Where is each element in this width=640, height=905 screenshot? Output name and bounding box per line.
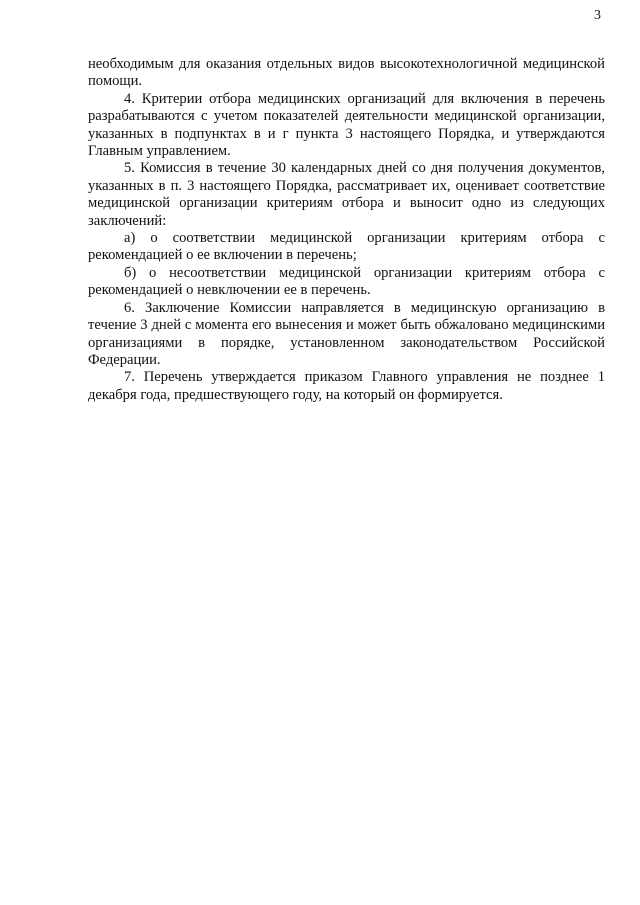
document-body — [88, 56, 605, 404]
paragraph-item-4: 4. Критерии отбора медицинских организаций для включения в перечень разрабатываются с учетом показателей деятельности медицинской организации, указанных в подпунктах в и г пункта 3 настоящего Порядка, и утверждаются Главным управлением. — [88, 90, 605, 160]
paragraph-item-5: 5. Комиссия в течение 30 календарных дней со дня получения документов, указанных в п. 3 настоящего Порядка, рассматривает их, оценивает соответствие медицинской организации критериям отбора и выносит одно из следующих заключений: — [88, 160, 605, 229]
paragraph-item-7: 7. Перечень утверждается приказом Главного управления не позднее 1 декабря года, предшествующего году, на который он формируется. — [88, 369, 605, 403]
paragraph-item-6: 6. Заключение Комиссии направляется в медицинскую организацию в течение 3 дней с момента его вынесения и может быть обжаловано медицинскими организациями в порядке, установленном законодательством Российской Федерации. — [88, 299, 605, 368]
paragraph-continuation: необходимым для оказания отдельных видов высокотехнологичной медицинской помощи. — [88, 56, 605, 90]
page-number: 3 — [594, 8, 601, 23]
paragraph-subitem-b: б) о несоответствии медицинской организации критериям отбора с рекомендацией о невключении ее в перечень. — [88, 264, 605, 299]
paragraph-subitem-a: а) о соответствии медицинской организации критериям отбора с рекомендацией о ее включении в перечень; — [88, 230, 605, 264]
